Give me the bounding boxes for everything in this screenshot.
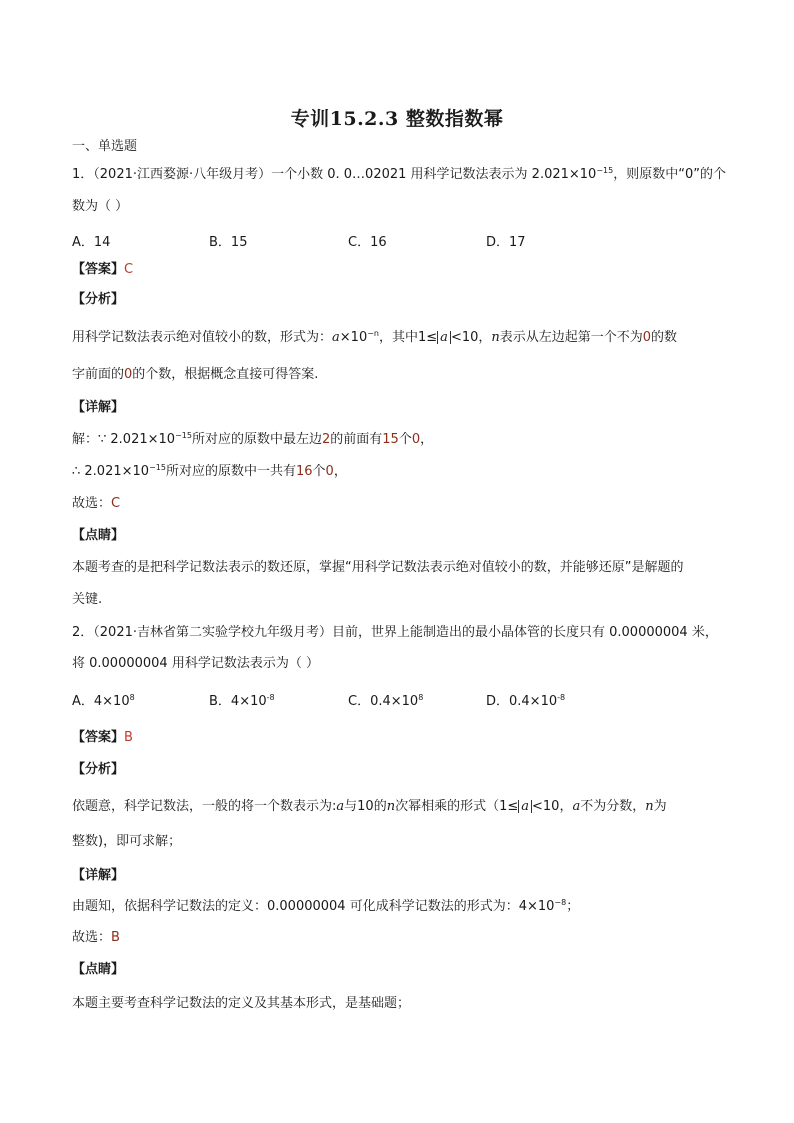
q2-detail-tag: 【详解】: [72, 868, 125, 883]
answer-tag: 【答案】: [72, 262, 125, 277]
q1-option-a: A．14: [72, 235, 111, 250]
answer-value: C: [124, 262, 134, 277]
q2-analysis-line2: 整数)，即可求解；: [72, 834, 182, 849]
q2-analysis-line1: 依题意，科学记数法，一般的将一个数表示为:a与10的n次幂相乘的形式（1≤ a <10，a不为分数，n为: [72, 799, 667, 814]
q2-option-b: B．$4\times 10^{-8}$: [209, 693, 275, 709]
q2-option-c: C．$0.4\times 10^8$: [348, 693, 424, 709]
q1-detail-line2: ∴ $2.021\times 10^{-15}$所对应的原数中一共有16个0，: [72, 463, 347, 479]
q1-comment-line2: 关键.: [72, 592, 103, 607]
q2-option-d: D．$0.4\times 10^{-8}$: [486, 693, 566, 709]
q1-analysis-line2: 字前面的0的个数，根据概念直接可得答案.: [72, 367, 319, 382]
q1-answer: [72, 262, 133, 278]
q1-option-b: B．15: [209, 235, 248, 250]
answer-tag: 【答案】: [72, 730, 125, 745]
q2-option-a: A．$4\times 10^8$: [72, 693, 135, 709]
q1-detail-line1: 解：∵ $2.021\times 10^{-15}$所对应的原数中最左边2的前面有15个0，: [72, 431, 434, 447]
q1-analysis-line1: 用科学记数法表示绝对值较小的数，形式为：$a\times 10^{-n}$，其中1≤ a <10，n表示从左边起第一个不为0的数: [72, 329, 678, 345]
q1-choose: 故选：C: [72, 496, 121, 511]
answer-value: B: [124, 730, 133, 745]
q2-stem-line2: 将 0.00000004 用科学记数法表示为（ ）: [72, 656, 319, 671]
q1-stem-line1: 1．（2021·江西婺源·八年级月考）一个小数 0. 0…02021 用科学记数法表示为 $2.021\times 10^{-15}$，则原数中“0”的个: [72, 166, 726, 182]
q1-stem-line2: 数为（ ）: [72, 199, 129, 214]
q1-option-d: D．17: [486, 235, 526, 250]
q2-answer: [72, 730, 133, 746]
q2-choose: 故选：B: [72, 930, 120, 945]
q1-detail-tag: 【详解】: [72, 400, 125, 415]
q2-stem-line1: 2．（2021·吉林省第二实验学校九年级月考）目前，世界上能制造出的最小晶体管的长度只有 0.00000004 米，: [72, 625, 718, 640]
q1-comment-line1: 本题考查的是把科学记数法表示的数还原，掌握“用科学记数法表示绝对值较小的数，并能够还原”是解题的: [72, 560, 684, 575]
q2-detail-line1: 由题知，依据科学记数法的定义：0.00000004 可化成科学记数法的形式为：$4\times 10^{-8}$；: [72, 898, 580, 914]
q2-analysis-tag: 【分析】: [72, 762, 125, 777]
q1-analysis-tag: 【分析】: [72, 292, 125, 307]
q1-option-c: C．16: [348, 235, 387, 250]
page-title: 专训15.2.3 整数指数幂: [290, 108, 504, 130]
q2-comment-line1: 本题主要考查科学记数法的定义及其基本形式，是基础题；: [72, 996, 411, 1011]
q1-comment-tag: 【点睛】: [72, 528, 125, 543]
q2-comment-tag: 【点睛】: [72, 962, 125, 977]
section-heading: 一、单选题: [72, 139, 138, 154]
